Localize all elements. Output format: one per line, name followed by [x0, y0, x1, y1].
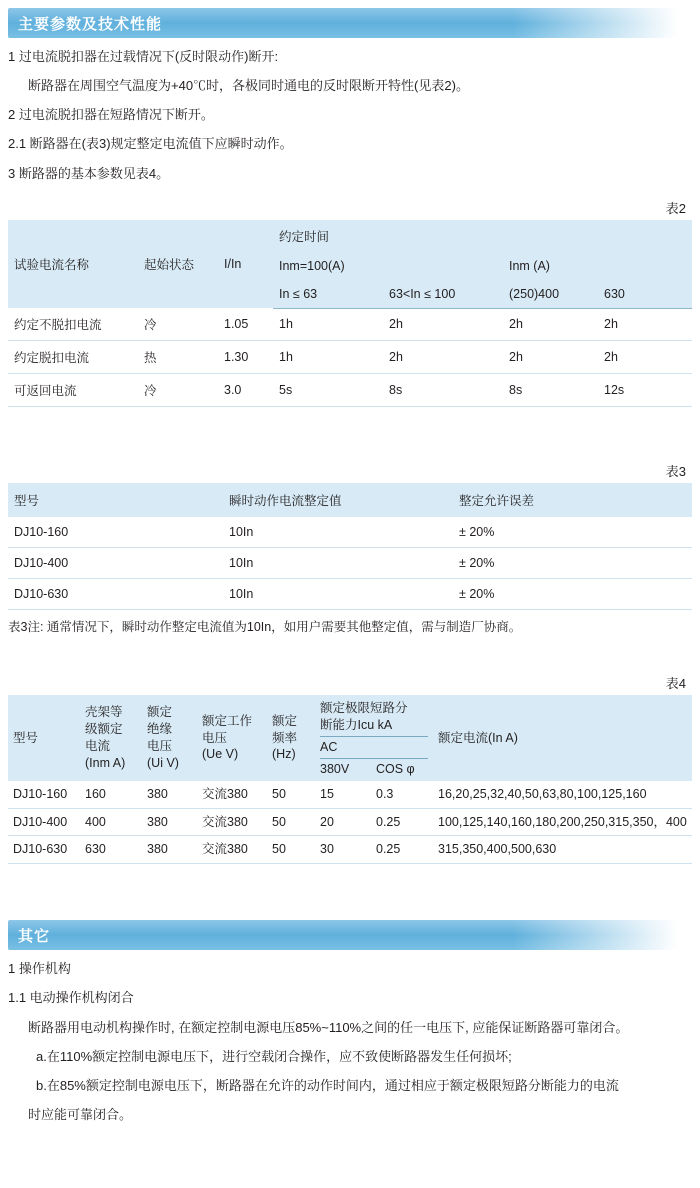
- table3-header-tolerance: 整定允许误差: [459, 494, 535, 509]
- table4-r1-frame: 400: [80, 808, 142, 836]
- table-row: [8, 517, 692, 548]
- table2-r2-v3: 8s: [503, 374, 598, 407]
- table2-header-group: 约定时间: [279, 229, 330, 244]
- table3-header-setting: 瞬时动作电流整定值: [229, 494, 342, 509]
- table2-header-inm100: Inm=100(A): [279, 258, 345, 273]
- other-line-5: b.在85%额定控制电源电压下，断路器在允许的动作时间内，通过相应于额定极限短路分断能力的电流: [36, 1077, 619, 1093]
- table2-r0-ratio: 1.05: [218, 308, 273, 341]
- intro-line-1-sub: 断路器在周围空气温度为+40℃时，各极同时通电的反时限断开特性(见表2)。: [28, 78, 469, 94]
- table4-header-frame-l1: 壳架等: [85, 705, 123, 720]
- table3-r1-model: DJ10-400: [8, 548, 223, 579]
- table4-r2-frame: 630: [80, 836, 142, 864]
- table4-r2-hz: 50: [267, 836, 315, 864]
- spacer-after-table4: [8, 864, 692, 912]
- table4-header-ue-l1: 额定工作: [202, 713, 253, 728]
- table3-r0-tol: ± 20%: [453, 517, 692, 548]
- table-row: [8, 548, 692, 579]
- table4-r1-ui: 380: [142, 808, 197, 836]
- table2-r1-ratio: 1.30: [218, 341, 273, 374]
- table4-r0-frame: 160: [80, 781, 142, 808]
- table2-r2-v1: 5s: [273, 374, 383, 407]
- table4-r2-cos: 0.25: [376, 842, 401, 857]
- table-row: [8, 308, 692, 341]
- table2-r1-v1: 1h: [273, 341, 383, 374]
- other-line-2: 1.1 电动操作机构闭合: [8, 990, 134, 1006]
- table-row: [8, 836, 692, 864]
- table4-r0-icu-group: [315, 781, 433, 808]
- intro-line-2: 2 过电流脱扣器在短路情况下断开。: [8, 107, 214, 123]
- table4-header-frequency: [267, 695, 315, 781]
- table4-r0-cos: 0.3: [376, 786, 394, 801]
- table4-header-frame-l4: (Inm A): [85, 755, 126, 770]
- table2-r0-v2: 2h: [383, 308, 503, 341]
- table-basic-parameters: [8, 695, 692, 864]
- table3-r1-tol: ± 20%: [453, 548, 692, 579]
- table4-r1-ue: 交流380: [197, 808, 267, 836]
- table3-r2-tol: ± 20%: [453, 579, 692, 610]
- table2-header-test-current: 试验电流名称: [14, 257, 90, 272]
- table3-r0-setting: 10In: [223, 517, 453, 548]
- table-instant-trip-setting: [8, 483, 692, 610]
- table2-header-initial-state: 起始状态: [144, 257, 195, 272]
- table4-header-ui-l2: 绝缘: [147, 722, 173, 737]
- table4-r2-model: DJ10-630: [8, 836, 80, 864]
- table2-r2-state: 冷: [138, 374, 218, 407]
- table2-r0-v1: 1h: [273, 308, 383, 341]
- table4-header-ue-l2: 电压: [202, 730, 228, 745]
- table4-r2-in: 315,350,400,500,630: [433, 836, 692, 864]
- table-row: [8, 341, 692, 374]
- table4-header-rated-current: 额定电流(In A): [438, 730, 518, 745]
- table2-subheader-in-le-63: In ≤ 63: [273, 280, 383, 309]
- section-title-main: 主要参数及技术性能: [18, 15, 163, 33]
- table2-header-inm: Inm (A): [509, 258, 550, 273]
- table4-r0-icu: 15: [320, 786, 334, 801]
- other-line-4: a.在110%额定控制电源电压下，进行空载闭合操作，应不致使断路器发生任何损坏;: [36, 1048, 512, 1064]
- section-bar-fade-2: [512, 920, 692, 950]
- table2-r0-state: 冷: [138, 308, 218, 341]
- intro-line-3: 2.1 断路器在(表3)规定整定电流值下应瞬时动作。: [8, 136, 293, 152]
- table3-header-model: 型号: [14, 494, 40, 509]
- table2-r0-v4: 2h: [598, 308, 692, 341]
- table4-header-frame-l2: 级额定: [85, 722, 123, 737]
- table3-r2-setting: 10In: [223, 579, 453, 610]
- other-line-3: 断路器用电动机构操作时, 在额定控制电源电压85%~110%之间的任一电压下, 应能保证断路器可靠闭合。: [28, 1019, 629, 1035]
- table-conventional-time: [8, 220, 692, 408]
- table-row: [8, 374, 692, 407]
- table4-header-icu-group: [315, 695, 433, 781]
- table2-header-ratio: I/In: [224, 256, 242, 271]
- table4-r0-ui: 380: [142, 781, 197, 808]
- table2-r2-v4: 12s: [598, 374, 692, 407]
- table4-header-model: 型号: [13, 730, 39, 745]
- section-header-main: [8, 8, 692, 38]
- spacer-after-table2: [8, 407, 692, 447]
- table4-caption: 表4: [665, 676, 686, 692]
- table4-r2-icu-group: [315, 836, 433, 864]
- table4-header-working-voltage: [197, 695, 267, 781]
- table4-r0-in: 16,20,25,32,40,50,63,80,100,125,160: [433, 781, 692, 808]
- table3-header-row: [8, 483, 692, 517]
- table2-subheader-250-400: (250)400: [503, 280, 598, 309]
- other-line-6: 时应能可靠闭合。: [28, 1107, 133, 1123]
- table4-header-hz-l1: 额定: [272, 713, 298, 728]
- table2-r2-v2: 8s: [383, 374, 503, 407]
- table4-r1-model: DJ10-400: [8, 808, 80, 836]
- table4-r2-ui: 380: [142, 836, 197, 864]
- table4-header-hz-l2: 频率: [272, 730, 298, 745]
- other-line-1: 1 操作机构: [8, 961, 71, 977]
- spacer-after-table3: [8, 637, 692, 659]
- table2-r1-v3: 2h: [503, 341, 598, 374]
- table2-r2-ratio: 3.0: [218, 374, 273, 407]
- table2-r0-v3: 2h: [503, 308, 598, 341]
- table2-r1-v4: 2h: [598, 341, 692, 374]
- section-title-other: 其它: [18, 927, 51, 945]
- intro-line-1: 1 过电流脱扣器在过载情况下(反时限动作)断开:: [8, 49, 279, 64]
- table4-header-ui-l1: 额定: [147, 705, 173, 720]
- table4-header-row: [8, 695, 692, 781]
- table3-r1-setting: 10In: [223, 548, 453, 579]
- table4-header-ui-l3: 电压: [147, 738, 173, 753]
- table4-r1-icu-group: [315, 808, 433, 836]
- table4-r1-cos: 0.25: [376, 814, 401, 829]
- table2-r1-name: 约定脱扣电流: [8, 341, 138, 374]
- table2-r1-state: 热: [138, 341, 218, 374]
- table2-r2-name: 可返回电流: [8, 374, 138, 407]
- table2-caption: 表2: [665, 200, 686, 216]
- table4-r2-ue: 交流380: [197, 836, 267, 864]
- table2-subheader-630: 630: [598, 280, 692, 309]
- table4-r1-in: 100,125,140,160,180,200,250,315,350，400: [433, 808, 692, 836]
- table4-header-icu-380v: 380V: [320, 761, 350, 776]
- table-row: [8, 579, 692, 610]
- table3-caption: 表3: [665, 464, 686, 480]
- section-bar-fade: [512, 8, 692, 38]
- intro-line-4: 3 断路器的基本参数见表4。: [8, 165, 170, 181]
- table-row: [8, 808, 692, 836]
- table2-r0-name: 约定不脱扣电流: [8, 308, 138, 341]
- table3-r2-model: DJ10-630: [8, 579, 223, 610]
- table4-header-ui-l4: (Ui V): [147, 755, 179, 770]
- table4-header-ue-l3: (Ue V): [202, 747, 239, 762]
- table4-header-icu-ac: AC: [320, 739, 338, 754]
- table3-r0-model: DJ10-160: [8, 517, 223, 548]
- table4-r0-ue: 交流380: [197, 781, 267, 808]
- table4-header-frame-l3: 电流: [85, 738, 111, 753]
- table4-r0-hz: 50: [267, 781, 315, 808]
- table2-r1-v2: 2h: [383, 341, 503, 374]
- table2-header-row-1: [8, 220, 692, 252]
- table4-header-hz-l3: (Hz): [272, 747, 296, 762]
- table4-header-insulation-voltage: [142, 695, 197, 781]
- table4-r1-icu: 20: [320, 814, 334, 829]
- table-row: [8, 781, 692, 808]
- table4-header-frame-current: [80, 695, 142, 781]
- table3-note: 表3注: 通常情况下，瞬时动作整定电流值为10In，如用户需要其他整定值，需与制造厂协商。: [8, 620, 522, 635]
- table4-r2-icu: 30: [320, 842, 334, 857]
- table4-r0-model: DJ10-160: [8, 781, 80, 808]
- table2-subheader-in-63-100: 63<In ≤ 100: [383, 280, 503, 309]
- table4-header-icu-cos: COS φ: [376, 761, 415, 776]
- table4-header-icu-l1: 额定极限短路分: [320, 701, 408, 716]
- table4-r1-hz: 50: [267, 808, 315, 836]
- section-header-other: [8, 920, 692, 950]
- table4-header-icu-l2: 断能力Icu kA: [320, 718, 393, 733]
